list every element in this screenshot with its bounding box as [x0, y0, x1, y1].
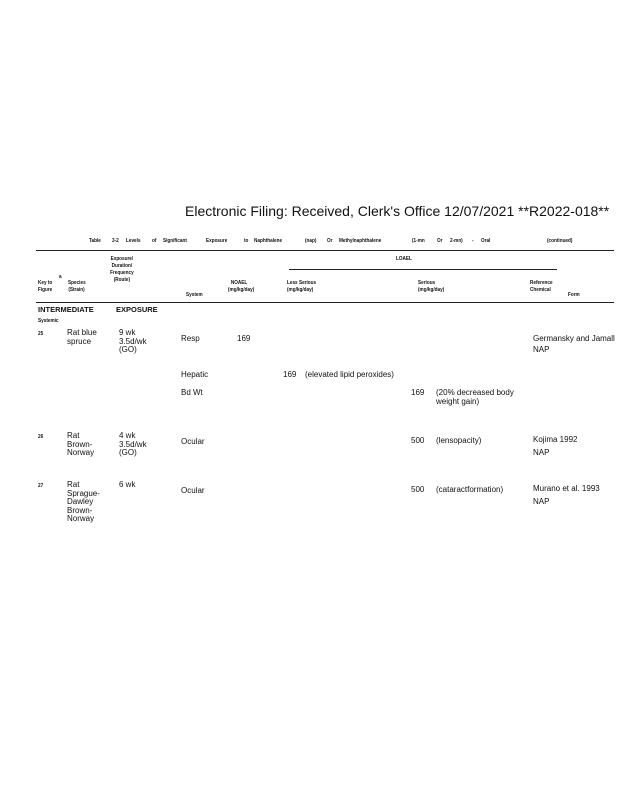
header-loael: LOAEL: [396, 256, 412, 262]
row-reference: Murano et al. 1993: [533, 484, 600, 493]
section-intermediate: INTERMEDIATE: [38, 305, 94, 314]
title-word: Naphthalene: [254, 238, 283, 244]
row-system: Hepatic: [181, 370, 209, 379]
row-exposure: 4 wk 3.5d/wk (GO): [119, 431, 147, 457]
row-system: Resp: [181, 334, 200, 343]
row-serious-note: (cataractformation): [436, 485, 504, 494]
section-exposure: EXPOSURE: [116, 305, 158, 314]
row-system: Ocular: [181, 486, 205, 495]
row-reference: Germansky and Jamall: [533, 334, 615, 343]
row-serious-note: (20% decreased body weight gain): [436, 388, 514, 406]
title-word: Methylnaphthalene: [339, 238, 382, 244]
row-exposure: 9 wk 3.5d/wk (GO): [119, 328, 147, 354]
header-exposure: Exposure/ Duration/ Frequency (Route): [110, 256, 134, 283]
title-word: of: [152, 238, 157, 244]
row-chemical: NAP: [533, 497, 550, 506]
title-word: Or: [327, 238, 333, 244]
title-word: Oral: [481, 238, 491, 244]
row-species: Rat Brown- Norway: [67, 431, 95, 457]
title-word: 2-mn): [450, 238, 463, 244]
title-word: -: [472, 238, 474, 244]
row-less-serious: 169: [283, 370, 297, 379]
header-key-superscript: a: [59, 274, 62, 280]
header-bottom-rule: [36, 302, 614, 303]
row-noael: 169: [237, 334, 251, 343]
row-exposure: 6 wk: [119, 480, 136, 489]
row-serious-note: (lensopacity): [436, 436, 482, 445]
row-serious: 500: [411, 485, 425, 494]
row-less-serious-note: (elevated lipid peroxides): [305, 370, 394, 379]
header-noael: NOAEL (mg/kg/day): [228, 280, 255, 293]
header-key-to-figure: [38, 280, 53, 294]
row-key: 27: [38, 483, 44, 489]
row-serious: 169: [411, 388, 425, 397]
title-word: Exposure: [206, 238, 228, 244]
filing-stamp: Electronic Filing: Received, Clerk's Office 12/07/2021 **R2022-018**: [185, 203, 610, 219]
header-serious: Serious (mg/kg/day): [418, 280, 445, 293]
row-key: 25: [38, 331, 44, 337]
header-less-serious: Less Serious (mg/kg/day): [287, 280, 317, 293]
title-word: Significant: [163, 238, 187, 244]
title-word: Levels: [126, 238, 141, 244]
header-system: System: [186, 292, 203, 298]
title-word: 3-2: [112, 238, 119, 244]
row-species: Rat Sprague- Dawley Brown- Norway: [67, 480, 100, 523]
row-key: 26: [38, 434, 44, 440]
title-word: Table: [89, 238, 101, 244]
header-key-to-figure-label: Key to Figure: [38, 280, 53, 293]
title-word: (1-mn: [412, 238, 425, 244]
header-form: Form: [568, 292, 580, 298]
section-systemic: Systemic: [38, 318, 59, 324]
row-chemical: NAP: [533, 345, 550, 354]
title-word: to: [244, 238, 249, 244]
row-species: Rat blue spruce: [67, 328, 97, 346]
header-species: Species (Strain): [68, 280, 86, 293]
row-system: Ocular: [181, 437, 205, 446]
row-system: Bd Wt: [181, 388, 203, 397]
header-top-rule: [36, 250, 614, 251]
row-chemical: NAP: [533, 448, 550, 457]
title-word: Or: [437, 238, 443, 244]
title-word: (continued): [547, 238, 573, 244]
row-serious: 500: [411, 436, 425, 445]
title-word: (nap): [305, 238, 317, 244]
row-reference: Kojima 1992: [533, 435, 578, 444]
loael-rule: [289, 269, 557, 270]
header-reference: Reference Chemical: [530, 280, 553, 293]
